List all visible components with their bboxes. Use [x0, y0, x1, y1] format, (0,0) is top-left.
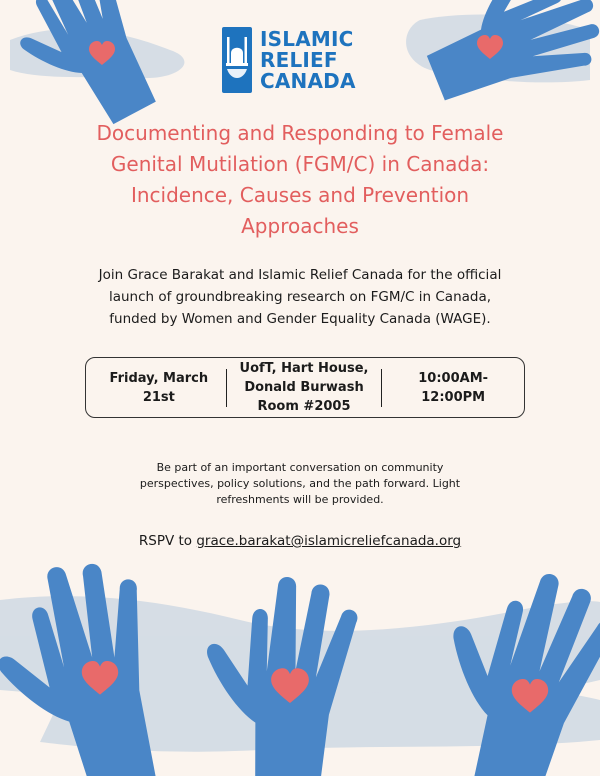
title-line-3: Incidence, Causes and Prevention [130, 183, 470, 207]
intro-line-1: Join Grace Barakat and Islamic Relief Canada for the official [98, 267, 502, 283]
intro-line-3: funded by Women and Gender Equality Canada (WAGE). [109, 311, 491, 327]
title-line-4: Approaches [241, 214, 359, 238]
event-date: Friday, March 21st [109, 370, 209, 405]
islamic-relief-logo [222, 26, 356, 94]
title-line-2: Genital Mutilation (FGM/C) in Canada: [110, 152, 490, 176]
logo-line-2: RELIEF [260, 47, 338, 72]
event-title [30, 118, 570, 242]
closing-line-1: Be part of an important conversation on community [156, 461, 444, 474]
time-line-2: 12:00PM [421, 389, 486, 405]
logo-mark [222, 27, 252, 93]
closing-line-2: perspectives, policy solutions, and the path forward. Light [139, 477, 461, 490]
logo-line-3: CANADA [260, 68, 356, 93]
title-line-1: Documenting and Responding to Female [96, 121, 504, 145]
rsvp-email-link[interactable]: grace.barakat@islamicreliefcanada.org [196, 533, 462, 549]
closing-line-3: refreshments will be provided. [216, 493, 384, 506]
rsvp-line [60, 533, 540, 549]
mosque-icon [222, 27, 252, 93]
venue-line-2: Donald Burwash [244, 380, 364, 395]
logo-line-1: ISLAMIC [260, 26, 354, 51]
rsvp-prefix: RSPV to [138, 533, 193, 549]
closing-paragraph [120, 460, 480, 508]
venue-line-3: Room #2005 [257, 399, 351, 414]
intro-line-2: launch of groundbreaking research on FGM/C in Canada, [108, 289, 492, 305]
event-time [382, 369, 524, 407]
time-line-1: 10:00AM- [418, 370, 489, 386]
intro-paragraph [60, 264, 540, 330]
logo-wordmark [260, 26, 356, 93]
event-venue [227, 359, 381, 416]
event-details-box [85, 357, 525, 418]
venue-line-1: UofT, Hart House, [239, 361, 369, 376]
